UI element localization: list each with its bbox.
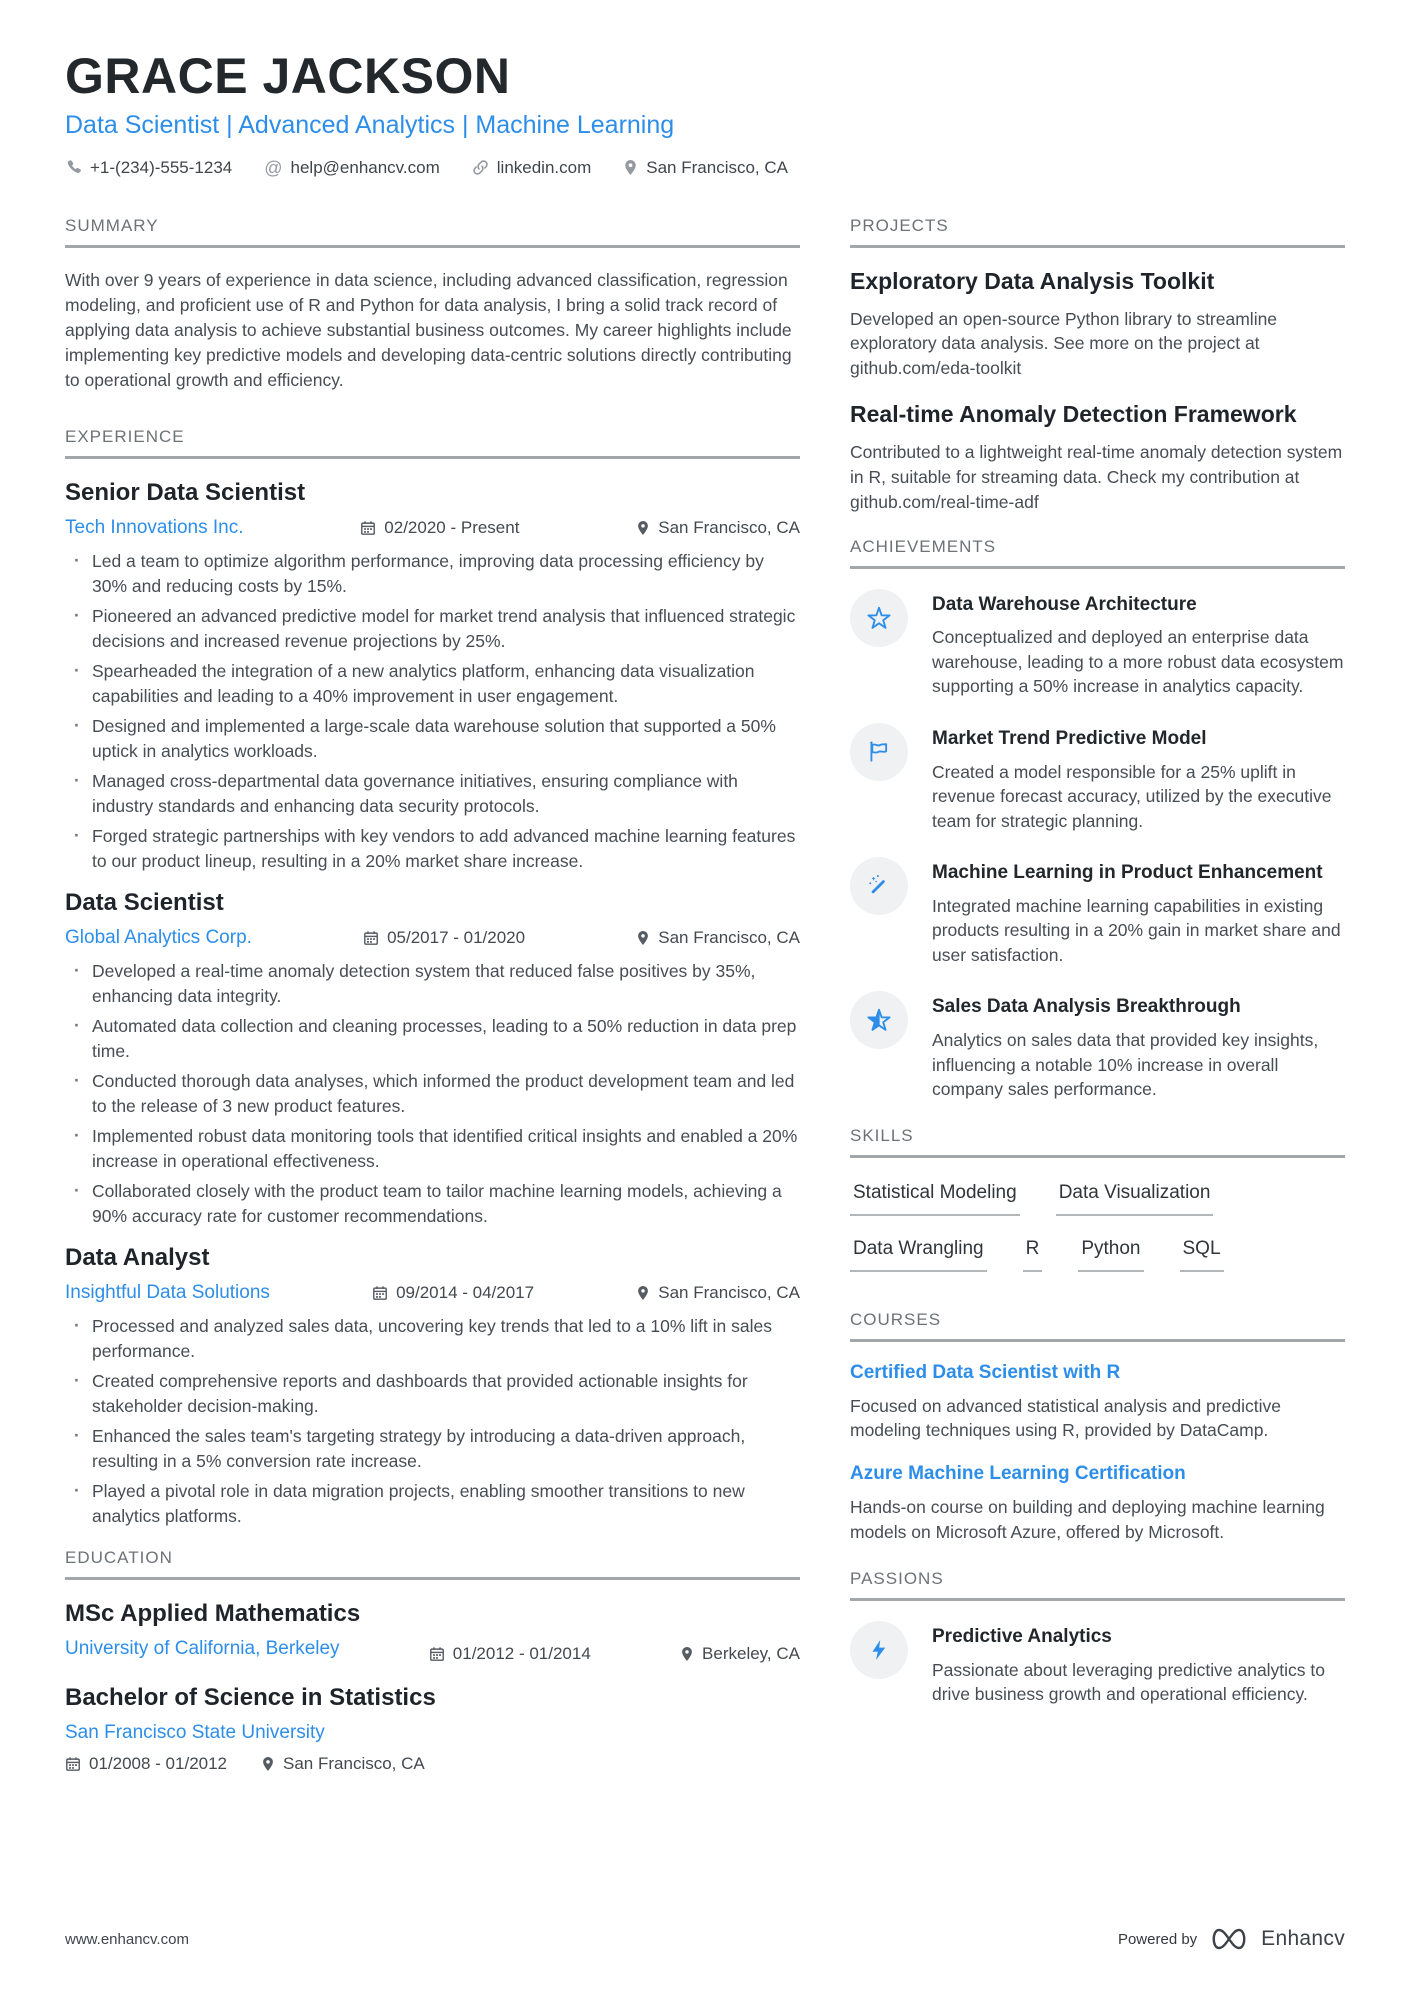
job-entry [65, 1244, 800, 1528]
degree-title: MSc Applied Mathematics [65, 1600, 361, 1628]
school-link[interactable]: San Francisco State University [65, 1722, 325, 1744]
project-title: Exploratory Data Analysis Toolkit [850, 267, 1215, 294]
skill-item: Python [1078, 1238, 1143, 1272]
bullet-item: · Collaborated closely with the product team to tailor machine learning models, achieving a 90% accuracy rate for customer recommendations. [65, 1179, 800, 1228]
header [65, 50, 1345, 216]
job-location-text: San Francisco, CA [658, 928, 800, 948]
job-location [636, 518, 800, 538]
location-pin-icon [636, 1285, 650, 1301]
left-column [65, 216, 800, 1789]
job-location-text: San Francisco, CA [658, 1283, 800, 1303]
email-address[interactable]: help@enhancv.com [290, 157, 440, 177]
course-description: Focused on advanced statistical analysis and predictive modeling techniques using R, provided by DataCamp. [850, 1395, 1281, 1441]
job-dates-text: 05/2017 - 01/2020 [387, 928, 526, 948]
at-icon: @ [264, 157, 283, 178]
achievement-item [850, 857, 1345, 967]
bullet-item: · Conducted thorough data analyses, which informed the product development team and led to the release of 3 new product features. [65, 1069, 800, 1118]
job-dates [360, 518, 519, 538]
company-link[interactable]: Tech Innovations Inc. [65, 517, 244, 539]
course-entry [850, 1463, 1345, 1545]
achievements-section [850, 537, 1345, 1102]
link-text[interactable]: linkedin.com [496, 157, 592, 177]
bullet-item: · Implemented robust data monitoring tools that identified critical insights and enabled a 20% increase in operational effectiveness. [65, 1124, 800, 1173]
job-location [636, 1283, 800, 1303]
courses-section [850, 1310, 1345, 1545]
summary-section [65, 216, 800, 394]
bullet-item: · Spearheaded the integration of a new analytics platform, enhancing data visualization capabilities and leading to a 40% improvement in user engagement. [65, 659, 800, 708]
bullet-item: · Enhanced the sales team's targeting strategy by introducing a data-driven approach, resulting in a 5% conversion rate increase. [65, 1424, 800, 1473]
location-pin-icon [680, 1646, 694, 1662]
phone-icon [65, 159, 82, 176]
skills-list [850, 1178, 1345, 1272]
job-entry [65, 889, 800, 1228]
projects-heading: PROJECTS [850, 216, 1345, 248]
bullet-item: · Processed and analyzed sales data, uncovering key trends that led to a 10% lift in sales performance. [65, 1314, 800, 1363]
passion-icon-circle [850, 1621, 908, 1679]
footer [65, 1925, 1345, 1953]
powered-by [1118, 1925, 1345, 1953]
skill-item: R [1023, 1238, 1043, 1272]
achievement-title: Sales Data Analysis Breakthrough [932, 996, 1241, 1018]
projects-section [850, 216, 1345, 515]
achievement-description: Analytics on sales data that provided key insights, influencing a notable 10% increase in overall company sales performance. [932, 1030, 1319, 1100]
skills-heading: SKILLS [850, 1126, 1345, 1158]
education-location-text: San Francisco, CA [283, 1754, 425, 1774]
bullet-item: · Automated data collection and cleaning processes, leading to a 50% reduction in data prep time. [65, 1014, 800, 1063]
degree-title: Bachelor of Science in Statistics [65, 1684, 436, 1712]
skills-section [850, 1126, 1345, 1272]
person-name: GRACE JACKSON [65, 48, 511, 104]
passions-section [850, 1569, 1345, 1707]
skill-item: Data Wrangling [850, 1238, 987, 1272]
education-heading: EDUCATION [65, 1548, 800, 1580]
footer-website-link[interactable]: www.enhancv.com [65, 1930, 189, 1948]
courses-heading: COURSES [850, 1310, 1345, 1342]
education-entry [65, 1600, 800, 1670]
education-meta-row [65, 1638, 800, 1670]
passions-heading: PASSIONS [850, 1569, 1345, 1601]
powered-by-label: Powered by [1117, 1930, 1198, 1948]
job-title: Data Scientist [65, 889, 224, 917]
project-entry [850, 268, 1345, 382]
course-description: Hands-on course on building and deploying machine learning models on Microsoft Azure, offered by Microsoft. [850, 1497, 1325, 1543]
education-section [65, 1548, 800, 1774]
star-icon [866, 605, 892, 631]
phone-number: +1-(234)-555-1234 [90, 157, 233, 177]
education-dates [429, 1644, 591, 1664]
job-meta-row [65, 927, 800, 949]
course-entry [850, 1362, 1345, 1444]
right-column [850, 216, 1345, 1789]
course-title-link[interactable]: Certified Data Scientist with R [850, 1361, 1121, 1383]
location-icon [623, 159, 638, 176]
summary-text: With over 9 years of experience in data science, including advanced classification, regression modeling, and proficient use of R and Python for data analysis, I bring a solid track record of applying data analysis to achieve substantial business outcomes. My career highlights include implementing key predictive models and developing data-centric solutions directly contributing to operational growth and efficiency. [65, 269, 792, 391]
passion-item [850, 1621, 1345, 1707]
education-dates-text: 01/2012 - 01/2014 [452, 1644, 591, 1664]
job-dates-text: 02/2020 - Present [384, 518, 520, 538]
lightning-icon [867, 1638, 891, 1662]
school-link[interactable]: University of California, Berkeley [65, 1638, 340, 1660]
calendar-icon [372, 1285, 388, 1301]
company-link[interactable]: Global Analytics Corp. [65, 927, 252, 949]
calendar-icon [363, 930, 379, 946]
job-title: Senior Data Scientist [65, 479, 306, 507]
passion-title: Predictive Analytics [932, 1625, 1112, 1647]
achievement-title: Machine Learning in Product Enhancement [932, 862, 1323, 884]
job-entry [65, 479, 800, 873]
achievement-icon-circle [850, 589, 908, 647]
job-bullets [65, 1314, 800, 1528]
job-bullets [65, 549, 800, 873]
job-location-text: San Francisco, CA [658, 518, 800, 538]
achievement-description: Created a model responsible for a 25% uplift in revenue forecast accuracy, utilized by the executive team for strategic planning. [932, 761, 1332, 831]
education-meta-row [65, 1754, 800, 1774]
job-title: Data Analyst [65, 1244, 210, 1272]
achievement-item [850, 723, 1345, 833]
skill-item: SQL [1180, 1238, 1224, 1272]
location-text: San Francisco, CA [646, 157, 788, 177]
bullet-item: · Designed and implemented a large-scale data warehouse solution that supported a 50% uptick in analytics workloads. [65, 714, 800, 763]
email-contact[interactable] [264, 158, 440, 178]
skill-item: Statistical Modeling [850, 1182, 1020, 1216]
project-title: Real-time Anomaly Detection Framework [850, 401, 1297, 428]
contact-row [65, 158, 1345, 178]
passion-description: Passionate about leveraging predictive analytics to drive business growth and operational efficiency. [932, 1659, 1326, 1705]
skill-item: Data Visualization [1056, 1182, 1214, 1216]
achievement-icon-circle [850, 723, 908, 781]
achievement-title: Data Warehouse Architecture [932, 593, 1197, 615]
bullet-item: · Played a pivotal role in data migration projects, enabling smoother transitions to new analytics platforms. [65, 1479, 800, 1528]
job-dates-text: 09/2014 - 04/2017 [396, 1283, 535, 1303]
summary-heading: SUMMARY [65, 216, 800, 248]
achievement-title: Market Trend Predictive Model [932, 727, 1207, 749]
education-dates-text: 01/2008 - 01/2012 [89, 1754, 228, 1774]
education-location [680, 1644, 800, 1664]
achievement-description: Integrated machine learning capabilities in existing products resulting in a 20% gain in market share and user satisfaction. [932, 895, 1341, 965]
education-dates [65, 1754, 227, 1774]
project-description: Developed an open-source Python library to streamline exploratory data analysis. See more on the project at github.com/eda-toolkit [850, 308, 1278, 379]
location-pin-icon [261, 1756, 275, 1772]
project-description: Contributed to a lightweight real-time anomaly detection system in R, suitable for streaming data. Check my contribution at github.com/real-time-adf [850, 442, 1343, 512]
project-entry [850, 401, 1345, 515]
achievements-heading: ACHIEVEMENTS [850, 537, 1345, 569]
phone-contact [65, 158, 232, 178]
bullet-item: · Led a team to optimize algorithm performance, improving data processing efficiency by 30% and reducing costs by 15%. [65, 549, 800, 598]
education-entry [65, 1684, 800, 1774]
job-meta-row [65, 1282, 800, 1304]
experience-heading: EXPERIENCE [65, 427, 800, 459]
location-pin-icon [636, 520, 650, 536]
achievement-icon-circle [850, 857, 908, 915]
columns [65, 216, 1345, 1789]
company-link[interactable]: Insightful Data Solutions [65, 1282, 270, 1304]
achievement-description: Conceptualized and deployed an enterprise data warehouse, leading to a more robust data ecosystem supporting a 50% increase in analytics capacity. [932, 627, 1344, 697]
bullet-item: · Forged strategic partnerships with key vendors to add advanced machine learning features to our product lineup, resulting in a 20% market share increase. [65, 824, 800, 873]
course-title-link[interactable]: Azure Machine Learning Certification [850, 1463, 1186, 1485]
location-pin-icon [636, 930, 650, 946]
enhancv-logo-icon [1207, 1925, 1251, 1953]
headline: Data Scientist | Advanced Analytics | Machine Learning [65, 110, 675, 139]
flag-icon [866, 739, 892, 765]
achievement-icon-circle [850, 991, 908, 1049]
wand-icon [866, 873, 892, 899]
star-badge-icon [866, 1007, 892, 1033]
bullet-item: · Developed a real-time anomaly detection system that reduced false positives by 35%, enhancing data integrity. [65, 959, 800, 1008]
calendar-icon [65, 1756, 81, 1772]
education-location [261, 1754, 425, 1774]
achievement-item [850, 991, 1345, 1101]
achievement-item [850, 589, 1345, 699]
education-location-text: Berkeley, CA [702, 1644, 800, 1664]
job-bullets [65, 959, 800, 1228]
brand-wordmark: Enhancv [1261, 1927, 1345, 1950]
job-dates [372, 1283, 534, 1303]
link-contact[interactable] [472, 158, 592, 178]
job-meta-row [65, 517, 800, 539]
experience-section [65, 427, 800, 1528]
calendar-icon [429, 1646, 445, 1662]
bullet-item: · Managed cross-departmental data governance initiatives, ensuring compliance with industry standards and enhancing data security protocols. [65, 769, 800, 818]
link-icon [472, 159, 489, 176]
bullet-item: · Created comprehensive reports and dashboards that provided actionable insights for stakeholder decision-making. [65, 1369, 800, 1418]
calendar-icon [360, 520, 376, 536]
location-contact [623, 158, 788, 178]
job-dates [363, 928, 525, 948]
bullet-item: · Pioneered an advanced predictive model for market trend analysis that influenced strategic decisions and increased revenue projections by 25%. [65, 604, 800, 653]
job-location [636, 928, 800, 948]
